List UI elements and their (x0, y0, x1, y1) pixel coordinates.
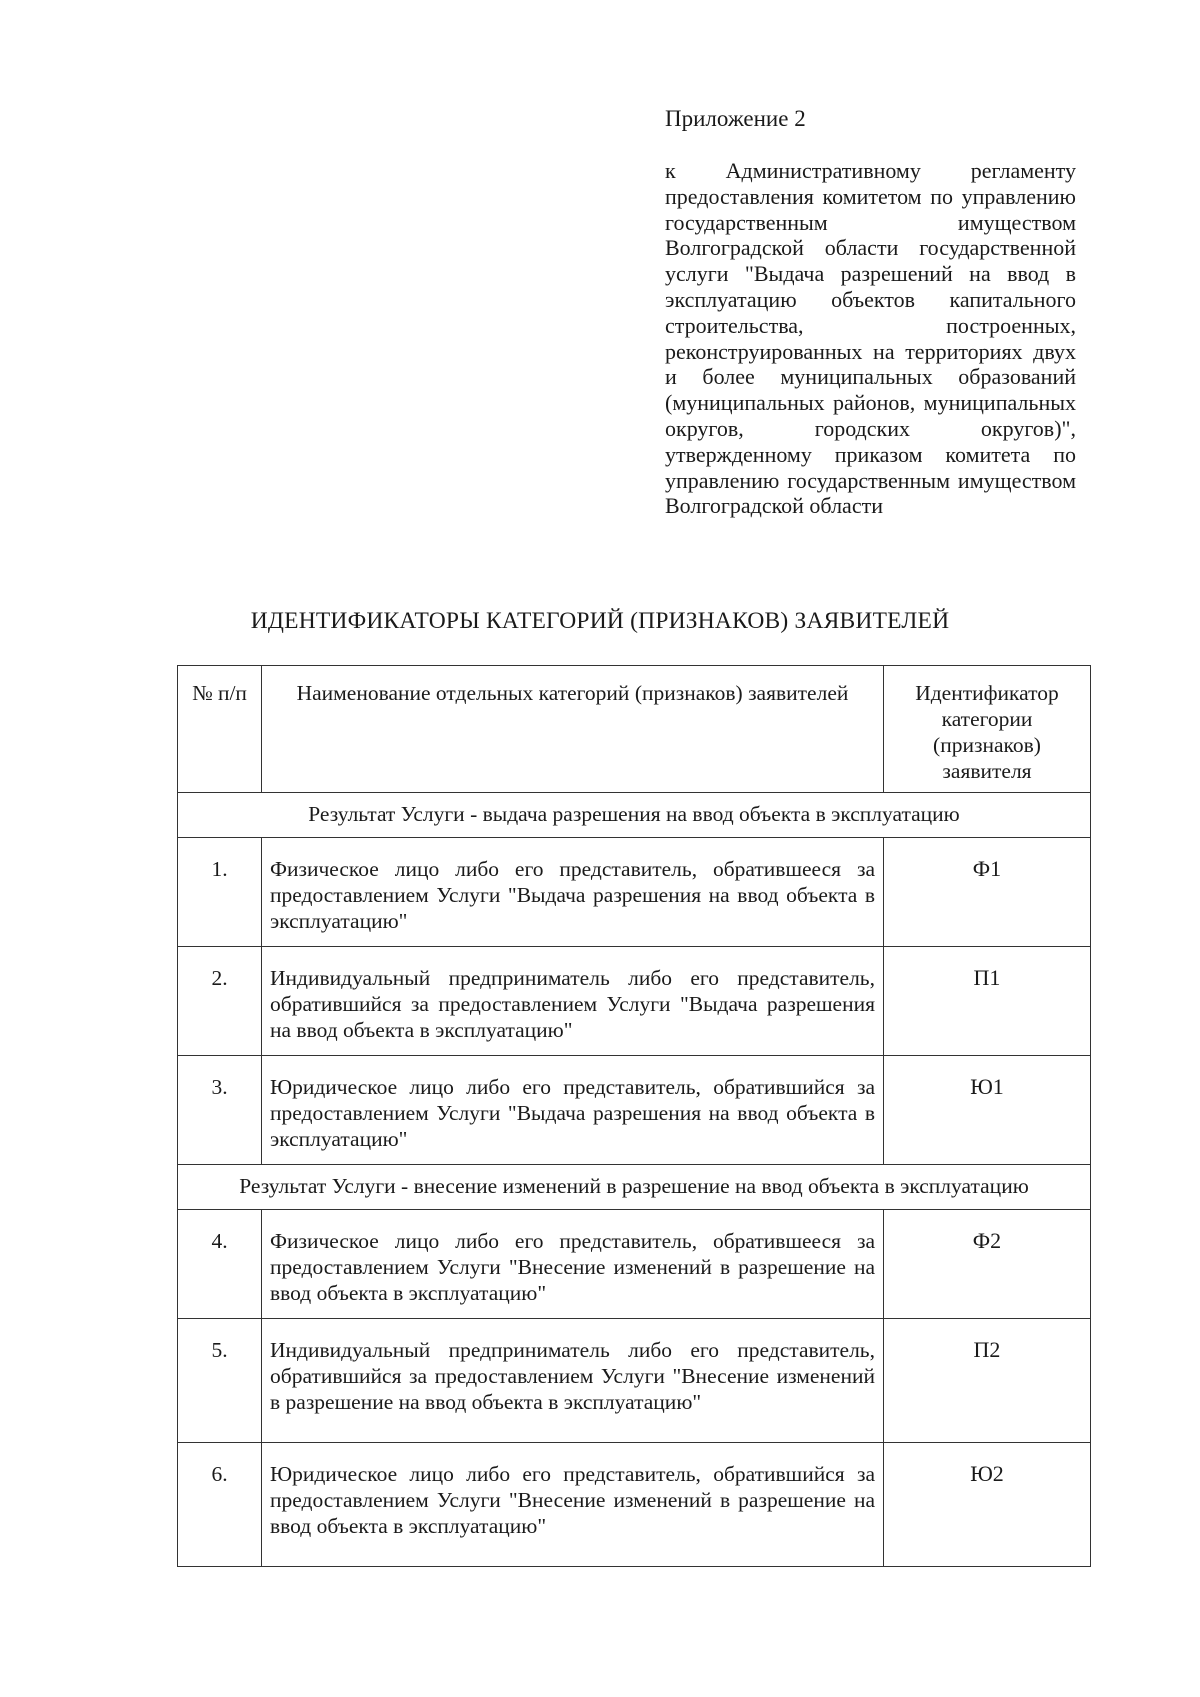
row-category-name: Юридическое лицо либо его представитель, обратившийся за предоставлением Услуги "Внесение изменений в разрешение на ввод объекта в эксплуатацию" (262, 1443, 884, 1567)
appendix-text: к Административному регламенту предоставления комитетом по управлению государственным имуществом Волгоградской области государственной услуги "Выдача разрешений на ввод в эксплуатацию объектов капитального строительства, построенных, реконструированных на территориях двух и более муниципальных образований (муниципальных районов, муниципальных округов, городских округов)", утвержденному приказом комитета по управлению государственным имуществом Волгоградской области (665, 158, 1076, 519)
row-identifier: Ф2 (884, 1210, 1091, 1319)
row-number: 2. (178, 947, 262, 1056)
header-id: Идентификатор категории (признаков) заявителя (884, 666, 1091, 793)
row-identifier: Ю2 (884, 1443, 1091, 1567)
table-row (178, 947, 1091, 1056)
table-row (178, 1056, 1091, 1165)
row-number: 5. (178, 1319, 262, 1443)
row-category-name: Индивидуальный предприниматель либо его представитель, обратившийся за предоставлением Услуги "Выдача разрешения на ввод объекта в эксплуатацию" (262, 947, 884, 1056)
row-identifier: П2 (884, 1319, 1091, 1443)
row-category-name: Физическое лицо либо его представитель, обратившееся за предоставлением Услуги "Выдача разрешения на ввод объекта в эксплуатацию" (262, 838, 884, 947)
appendix-title: Приложение 2 (665, 106, 806, 131)
row-identifier: Ф1 (884, 838, 1091, 947)
row-category-name: Юридическое лицо либо его представитель, обратившийся за предоставлением Услуги "Выдача разрешения на ввод объекта в эксплуатацию" (262, 1056, 884, 1165)
row-number: 3. (178, 1056, 262, 1165)
row-number: 1. (178, 838, 262, 947)
section-title: Результат Услуги - выдача разрешения на ввод объекта в эксплуатацию (308, 802, 960, 826)
row-identifier: Ю1 (884, 1056, 1091, 1165)
document-title: ИДЕНТИФИКАТОРЫ КАТЕГОРИЙ (ПРИЗНАКОВ) ЗАЯВИТЕЛЕЙ (250, 608, 950, 634)
row-category-name: Индивидуальный предприниматель либо его представитель, обратившийся за предоставлением Услуги "Внесение изменений в разрешение на ввод объекта в эксплуатацию" (262, 1319, 884, 1443)
table-row (178, 1319, 1091, 1443)
table-row (178, 1443, 1091, 1567)
row-number: 6. (178, 1443, 262, 1567)
table-header-row (178, 666, 1091, 793)
table-row (178, 1210, 1091, 1319)
header-name: Наименование отдельных категорий (признаков) заявителей (262, 666, 884, 793)
row-identifier: П1 (884, 947, 1091, 1056)
header-num: № п/п (178, 666, 262, 793)
section-row (178, 1165, 1091, 1210)
table-row (178, 838, 1091, 947)
row-category-name: Физическое лицо либо его представитель, обратившееся за предоставлением Услуги "Внесение изменений в разрешение на ввод объекта в эксплуатацию" (262, 1210, 884, 1319)
section-title: Результат Услуги - внесение изменений в разрешение на ввод объекта в эксплуатацию (239, 1174, 1029, 1198)
categories-table (177, 665, 1091, 1567)
section-row (178, 793, 1091, 838)
row-number: 4. (178, 1210, 262, 1319)
